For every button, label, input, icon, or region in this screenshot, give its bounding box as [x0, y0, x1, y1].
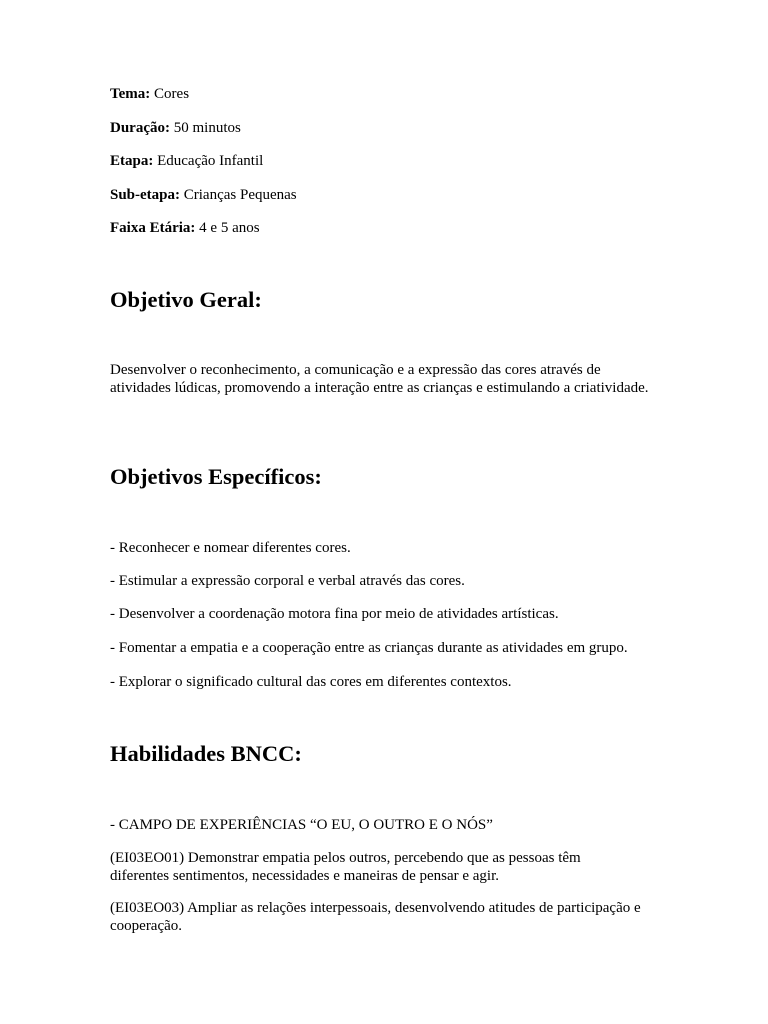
tema-label: Tema: [110, 86, 151, 102]
objetivos-especificos-heading: Objetivos Específicos: [110, 464, 322, 489]
objetivo-geral-text: Desenvolver o reconhecimento, a comunicação e a expressão das cores através de atividades lúdicas, promovendo a interação entre as crianças e estimulando a criatividade. [110, 362, 649, 396]
habilidades-bncc-heading: Habilidades BNCC: [110, 741, 302, 766]
faixa-etaria-label: Faixa Etária: [110, 220, 196, 236]
objetivo-especifico-item: - Estimular a expressão corporal e verbal através das cores. [110, 573, 465, 589]
tema-value: Cores [154, 86, 190, 102]
campo-experiencias-line: - CAMPO DE EXPERIÊNCIAS “O EU, O OUTRO E O NÓS” [110, 817, 493, 833]
objetivo-especifico-item: - Fomentar a empatia e a cooperação entre as crianças durante as atividades em grupo. [110, 640, 628, 656]
objetivo-especifico-item: - Explorar o significado cultural das cores em diferentes contextos. [110, 674, 512, 690]
habilidade-item: (EI03EO01) Demonstrar empatia pelos outros, percebendo que as pessoas têm diferentes sentimentos, necessidades e maneiras de pensar e agir. [110, 850, 581, 884]
habilidade-item: (EI03EO03) Ampliar as relações interpessoais, desenvolvendo atitudes de participação e cooperação. [110, 900, 641, 934]
subetapa-label: Sub-etapa: [110, 187, 181, 203]
etapa-label: Etapa: [110, 153, 154, 169]
subetapa-line [110, 186, 297, 204]
etapa-line [110, 152, 263, 170]
faixa-etaria-value: 4 e 5 anos [199, 220, 260, 236]
duracao-value: 50 minutos [173, 120, 241, 136]
faixa-etaria-line [110, 219, 260, 237]
tema-line [110, 85, 189, 103]
duracao-line [110, 119, 241, 137]
subetapa-value: Crianças Pequenas [183, 187, 297, 203]
objetivo-especifico-item: - Reconhecer e nomear diferentes cores. [110, 540, 351, 556]
objetivo-geral-heading: Objetivo Geral: [110, 287, 262, 312]
duracao-label: Duração: [110, 120, 170, 136]
objetivo-especifico-item: - Desenvolver a coordenação motora fina por meio de atividades artísticas. [110, 606, 559, 622]
etapa-value: Educação Infantil [157, 153, 264, 169]
